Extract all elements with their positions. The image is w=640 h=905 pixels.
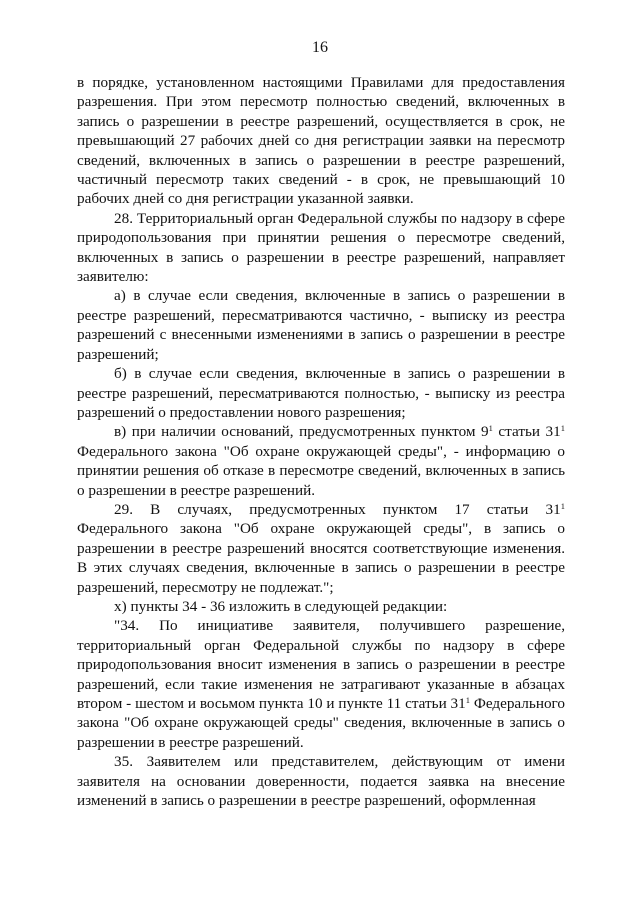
- paragraph-28: 28. Территориальный орган Федеральной службы по надзору в сфере природопользования при принятии решения о пересмотре сведений, включенных в запись о разрешении в реестре разрешений, направляет заявителю:: [77, 209, 565, 286]
- paragraph-34-part-2: Федерального закона "Об охране окружающей среды" сведения, включенные в запись о разрешении в реестре разрешений.: [77, 695, 565, 751]
- paragraph-29-part-1: 29. В случаях, предусмотренных пунктом 17 статьи 31: [114, 500, 561, 518]
- paragraph-28-v-part-2: статьи 31: [492, 423, 561, 441]
- paragraph-28-v-part-3: Федерального закона "Об охране окружающей среды", - информацию о принятии решения об отказе в пересмотре сведений, включенных в запись о разрешении в реестре разрешений.: [77, 442, 565, 499]
- paragraph-28-b: б) в случае если сведения, включенные в запись о разрешении в реестре разрешений, пересматриваются полностью, - выписку из реестра разрешений о предоставлении нового разрешения;: [77, 365, 565, 421]
- paragraph-28-a: а) в случае если сведения, включенные в запись о разрешении в реестре разрешений, пересматриваются частично, - выписку из реестра разрешений с внесенными изменениями в запись о разрешении в реестре разрешений;: [77, 287, 565, 363]
- paragraph-29-part-2: Федерального закона "Об охране окружающей среды", в запись о разрешении в реестре разрешений вносятся соответствующие изменения. В этих случаях сведения, включенные в запись о разрешении в реестре разрешений, пересмотру не подлежат.";: [77, 520, 565, 596]
- paragraph-29: [77, 500, 565, 597]
- paragraph-28-v: [77, 422, 565, 500]
- paragraph-35: 35. Заявителем или представителем, действующим от имени заявителя на основании доверенности, подается заявка на внесение изменений в запись о разрешении в реестре разрешений, оформленная: [77, 753, 565, 810]
- paragraph-34: [77, 616, 565, 752]
- paragraph-28-v-part-1: в) при наличии оснований, предусмотренных пунктом 9: [114, 423, 489, 441]
- superscript: 1: [560, 423, 565, 434]
- superscript: 1: [488, 423, 493, 434]
- document-body: [77, 73, 565, 810]
- superscript: 1: [465, 695, 470, 705]
- paragraph-34-part-1: "34. По инициативе заявителя, получившего разрешение, территориальный орган Федеральной службы по надзору в сфере природопользования вносит изменения в запись о разрешении в реестре разрешений, если такие изменения не затрагивают указанные в абзацах втором - шестом и восьмом пункта 10 и пункте 11 статьи 31: [77, 617, 565, 712]
- superscript: 1: [560, 500, 565, 511]
- paragraph-continuation: в порядке, установленном настоящими Правилами для предоставления разрешения. При этом пересмотр полностью сведений, включенных в запись о разрешении в реестре разрешений, осуществляется в срок, не превышающий 27 рабочих дней со дня регистрации заявки на пересмотр сведений, включенных в запись о разрешении в реестре разрешений, частичный пересмотр таких сведений - в срок, не превышающий 10 рабочих дней со дня регистрации указанной заявки.: [77, 74, 565, 208]
- paragraph-kh: х) пункты 34 - 36 изложить в следующей редакции:: [114, 597, 448, 615]
- page-number: 16: [312, 39, 328, 56]
